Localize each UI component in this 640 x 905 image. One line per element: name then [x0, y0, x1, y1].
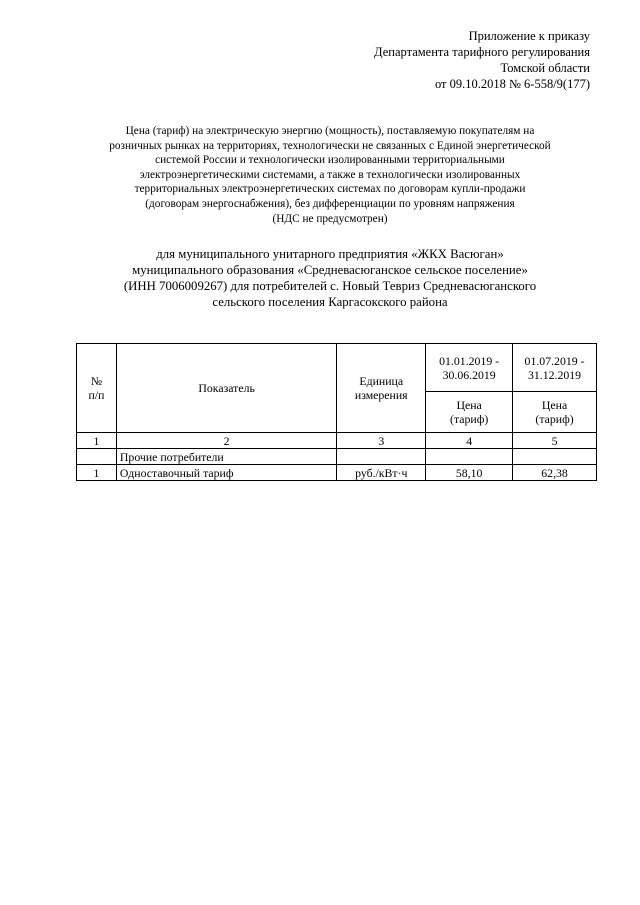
group-label: Прочие потребители	[116, 449, 336, 465]
header-price-2	[513, 392, 597, 433]
header-period-2	[513, 344, 597, 392]
header-price-line2: (тариф)	[535, 412, 574, 426]
table-row	[77, 465, 597, 481]
column-number: 2	[116, 433, 336, 449]
enterprise-line: сельского поселения Каргасокского района	[212, 295, 448, 309]
title-line: электроэнергетическими системами, а также в технологически изолированных	[139, 168, 521, 181]
header-unit	[337, 344, 426, 433]
header-price-line1: Цена	[541, 398, 568, 412]
header-period-2-line2: 31.12.2019	[527, 367, 582, 382]
header-period-1-line1: 01.01.2019 -	[439, 353, 500, 368]
title-line: розничных рынках на территориях, технологически не связанных с Единой энергетической	[109, 139, 551, 152]
header-unit-line1: Единица	[359, 374, 404, 388]
header-num	[77, 344, 117, 433]
header-indicator: Показатель	[116, 344, 336, 433]
group-unit-cell	[337, 449, 426, 465]
header-price-line1: Цена	[456, 398, 482, 412]
appendix-order-date: от 09.10.2018 № 6-558/9(177)	[434, 77, 590, 91]
group-num-cell	[77, 449, 117, 465]
column-number: 4	[426, 433, 513, 449]
appendix-line: Департамента тарифного регулирования	[374, 45, 590, 59]
title-line: Цена (тариф) на электрическую энергию (мощность), поставляемую покупателям на	[125, 125, 535, 137]
header-price-line2: (тариф)	[450, 412, 489, 426]
header-num-line2: п/п	[88, 388, 105, 402]
header-num-line1: №	[90, 374, 103, 388]
row-unit: руб./кВт·ч	[337, 465, 426, 481]
column-number: 3	[337, 433, 426, 449]
row-price-2: 62,38	[513, 465, 597, 481]
appendix-line: Приложение к приказу	[468, 29, 590, 43]
column-number: 1	[77, 433, 117, 449]
row-num: 1	[77, 465, 117, 481]
title-line: системой России и технологически изолированными территориальными	[155, 154, 505, 167]
enterprise-line: (ИНН 7006009267) для потребителей с. Новый Тевриз Средневасюганского	[123, 279, 537, 293]
row-price-1: 58,10	[426, 465, 513, 481]
enterprise-line: для муниципального унитарного предприятия «ЖКХ Васюган»	[156, 247, 504, 261]
appendix-line: Томской области	[500, 61, 590, 75]
column-number-row	[77, 433, 597, 449]
header-period-1-line2: 30.06.2019	[442, 367, 496, 382]
row-indicator: Одноставочный тариф	[116, 465, 336, 481]
tariff-table	[76, 343, 597, 481]
header-price-1	[426, 392, 513, 433]
enterprise-line: муниципального образования «Средневасюганское сельское поселение»	[132, 263, 528, 277]
title-line: (НДС не предусмотрен)	[272, 212, 388, 225]
header-unit-line2: измерения	[354, 388, 408, 402]
appendix-header	[374, 28, 590, 92]
header-period-1	[426, 344, 513, 392]
group-price-2-cell	[513, 449, 597, 465]
title-line: (договорам энергоснабжения), без дифференциации по уровням напряжения	[145, 197, 515, 210]
title-line: территориальных электроэнергетических системах по договорам купли-продажи	[134, 183, 526, 196]
header-period-2-line1: 01.07.2019 -	[524, 353, 585, 368]
group-price-1-cell	[426, 449, 513, 465]
column-number: 5	[513, 433, 597, 449]
document-title	[60, 124, 600, 226]
enterprise-block	[60, 246, 600, 310]
group-row	[77, 449, 597, 465]
table-header-row	[77, 344, 597, 392]
